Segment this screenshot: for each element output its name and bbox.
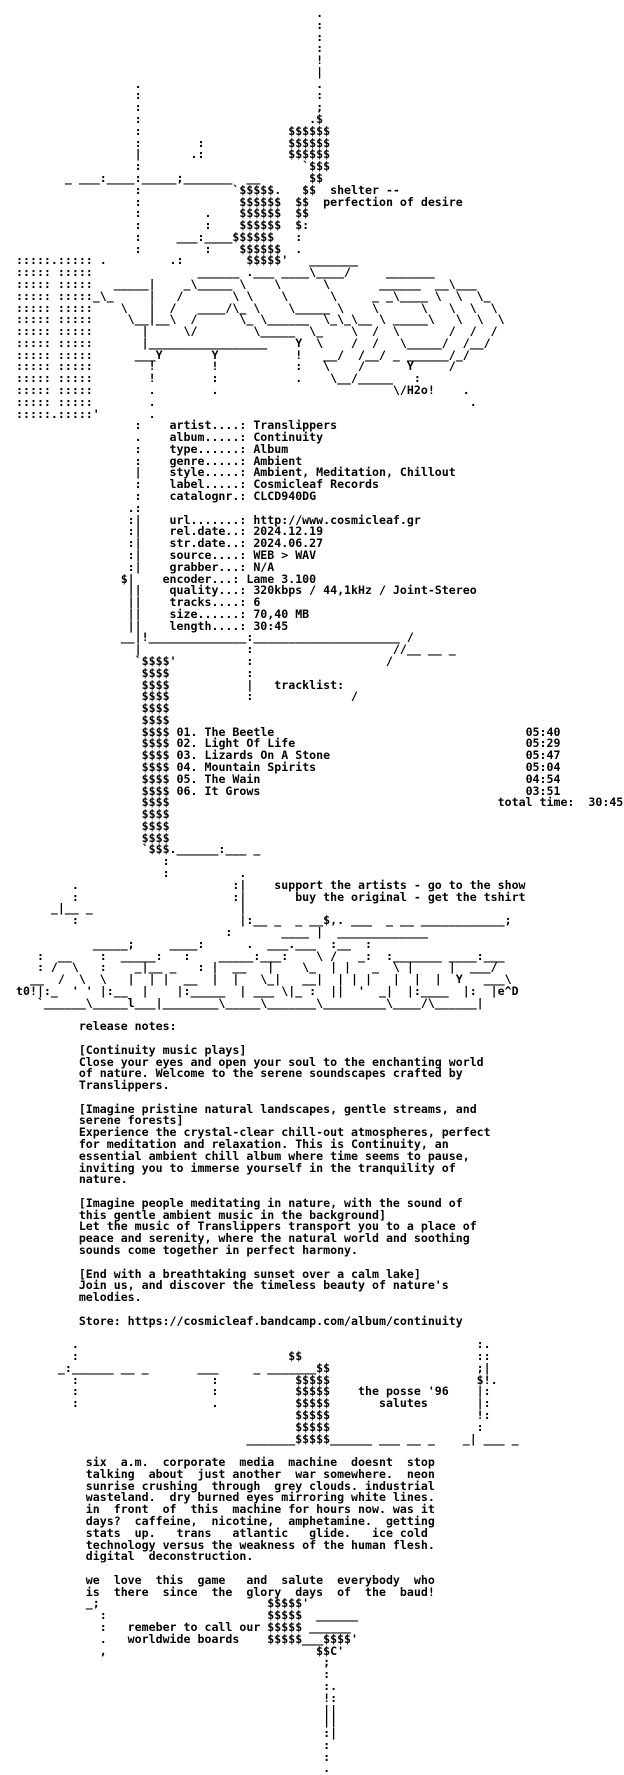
track-number: 06. bbox=[176, 783, 198, 798]
track-list bbox=[16, 725, 560, 798]
track-title: Light Of Life bbox=[204, 736, 296, 751]
info-line: .: bbox=[127, 500, 142, 515]
header-art: . : : : ! | . . : : : ; : .$ : $$$$$$ : : $$$$$$ | .: $$$$$$ : `$$$ _ ___:____:_____;_______ __ $$ : `$$$$$. $$ shelter -- : $$$$$$ $$ perfection of desire : . $$$$$$ $$ : : $$$$$$ $: : ___:____$$$$$$ : : : $$$$$$ . :::::.::::: . .: $$$$$' _______ ::::: ::::: ______ .___ ____\____/ _______ ::::: ::::: _____| _\_____ \ \ \ ______ __\___ ::::: :::::_\_ | / \ \ \ \ _ _\____ \ \ \_ ::::: ::::: \ | / ____/\_ \ \_____ \ \ \ \ \ \ ::::: ::::: \__|__\ / \_ \______ \_\_\__ \ _____\ \ \ \ ::::: ::::: | \/ \_____ \_ \ / \ / / / ::::: ::::: |_________________ Y \ / / \_____/ /__/ ::::: ::::: ___Y Y ! __/ /__/ _ ______/_/ ::::: ::::: ! ! : \ / Y / ::::: ::::: ! : . \__/_____ : ::::: ::::: . . \/H2o! . ::::: ::::: . . :::::.:::::' . bbox=[16, 6, 505, 421]
info-line: $| encoder...: Lame 3.100 bbox=[120, 571, 317, 586]
track-number: 04. bbox=[176, 760, 198, 774]
footer-block: _; $$$$$' : $$$$$ ______ : remeber to call our $$$$$ ______ . worldwide boards $$$$$___$$$$' , $$C' ; : :. !: || || :| : : . bbox=[85, 1596, 359, 1775]
track-row: $$$$ 04. Mountain Spirits 05:04 bbox=[16, 760, 561, 774]
info-line: || size......: 70,40 MB bbox=[127, 606, 310, 621]
info-line: :| url.......: http://www.cosmicleaf.gr bbox=[127, 512, 421, 527]
support-block: $$$$ $$$$ $$$$ `$$$.______:___ _ : : . . :| support the artists - go to the show : :| buy the original - get the tshirt _|__ _ | : |:__ _ _ __$,. ___ _ __ ____________; : ____ | _____________ _____; ____: . ___.___ :__ : : __ : _____: : _____:___: \ / _: :_______ ____:___ : / \ : _|__ _ : | __ | \_ | | _ \ | | ___/ __ / \ \ | | | __ | | \_| __| | | | | | | Y ___\ t0!|:_ ' ' |:__ | |:_____ | ___ \|_ : || ' _| |:____ |: |e^D `______\_____l___|________\_____\_______\_________\____/\______| bbox=[16, 807, 526, 1010]
total-time-row: $$$$ total time: 30:45 bbox=[16, 795, 624, 810]
track-number: 03. bbox=[176, 748, 198, 763]
info-line: : catalognr.: CLCD940DG bbox=[134, 489, 317, 504]
track-number: 02. bbox=[176, 736, 198, 751]
posse-text: six a.m. corporate media machine doesnt stop talking about just another war somewhere. neon sunrise crushing through grey clouds. industrial wasteland. dry burned eyes mirroring white lines. in front of this machine for hours now. was it days? caffeine, nicotine, amphetamine. getting stats up. trans atlantic glide. ice cold technology versus the weakness of the human flesh. digital deconstruction. we love this game and salute everybody who is there since the glory days of the baud! bbox=[85, 1455, 435, 1599]
track-title: Mountain Spirits bbox=[204, 760, 317, 774]
info-block bbox=[16, 418, 477, 632]
track-time: 03:51 bbox=[525, 783, 561, 798]
release-notes-label: release notes: bbox=[78, 1019, 177, 1034]
info-line: . album.....: Continuity bbox=[134, 430, 324, 445]
nfo-document bbox=[16, 8, 623, 1775]
info-line: || length....: 30:45 bbox=[16, 618, 289, 633]
track-row: $$$$ 03. Lizards On A Stone 05:47 bbox=[16, 748, 561, 763]
info-line: : type......: Album bbox=[134, 441, 289, 456]
track-title: The Wain bbox=[204, 771, 261, 786]
info-line: :| source....: WEB > WAV bbox=[127, 547, 317, 562]
track-row: $$$$ 02. Light Of Life 05:29 bbox=[16, 736, 561, 751]
total-time-label: total time: bbox=[497, 795, 575, 810]
info-line: : genre.....: Ambient bbox=[134, 453, 303, 468]
posse-block: . :. : $$ :: _:______ __ _ ___ _ _______$$ ;| : : $$$$$ $!. : : $$$$$ the posse '96 |: : . $$$$$ salutes |: $$$$$ !: $$$$$ : _______$$$$$______ ___ __ _ _| ___ _ bbox=[57, 1337, 519, 1446]
release-notes: [Continuity music plays] Close your eyes and open your soul to the enchanting world of nature. Welcome to the serene soundscapes crafted by Translippers. [Imagine pristine natural landscapes, gentle streams, and serene forests] Experience the crystal-clear chill-out atmospheres, perfect for meditation and relaxation. This is Continuity, an essential ambient chill album where time seems to pause, inviting you to immerse yourself in the tranquility of nature. [Imagine people meditating in nature, with the sound of this gentle ambient music in the background] Let the music of Translippers transport you to a place of peace and serenity, where the natural world and soothing sounds come together in perfect harmony. [End with a breathtaking sunset over a calm lake] Join us, and discover the timeless beauty of nature's melodies. Store: https://cosmicleaf.bandcamp.com/album/continuity bbox=[78, 1042, 491, 1328]
tracklist-header: __|!______________:_____________________ / | : //__ __ _ `$$$$' : / $$$$ : $$$$ | tracklist: $$$$ : / $$$$ $$$$ bbox=[120, 630, 456, 727]
track-number: 01. bbox=[176, 724, 198, 739]
info-line: :| grabber...: N/A bbox=[127, 559, 275, 574]
total-time-value: 30:45 bbox=[588, 795, 624, 810]
track-time: 05:40 bbox=[525, 724, 561, 739]
track-row: $$$$ 06. It Grows 03:51 bbox=[16, 783, 561, 798]
track-number: 05. bbox=[176, 771, 198, 786]
track-time: 05:29 bbox=[525, 736, 561, 751]
track-time: 04:54 bbox=[525, 771, 561, 786]
track-title: It Grows bbox=[204, 783, 261, 798]
track-row: $$$$ 01. The Beetle 05:40 bbox=[16, 724, 561, 739]
info-line: : artist....: Translippers bbox=[134, 418, 338, 433]
info-line: | style.....: Ambient, Meditation, Chillout bbox=[134, 465, 456, 480]
track-title: The Beetle bbox=[204, 724, 275, 739]
info-line: || tracks....: 6 bbox=[127, 595, 261, 610]
track-row: $$$$ 05. The Wain 04:54 bbox=[16, 771, 561, 786]
track-time: 05:04 bbox=[525, 760, 561, 774]
info-line: || quality...: 320kbps / 44,1kHz / Joint-Stereo bbox=[127, 583, 477, 598]
track-title: Lizards On A Stone bbox=[204, 748, 331, 763]
info-line: :| rel.date..: 2024.12.19 bbox=[127, 524, 324, 539]
track-time: 05:47 bbox=[525, 748, 561, 763]
info-line: : label.....: Cosmicleaf Records bbox=[134, 477, 379, 492]
info-line: :| str.date..: 2024.06.27 bbox=[127, 536, 324, 551]
